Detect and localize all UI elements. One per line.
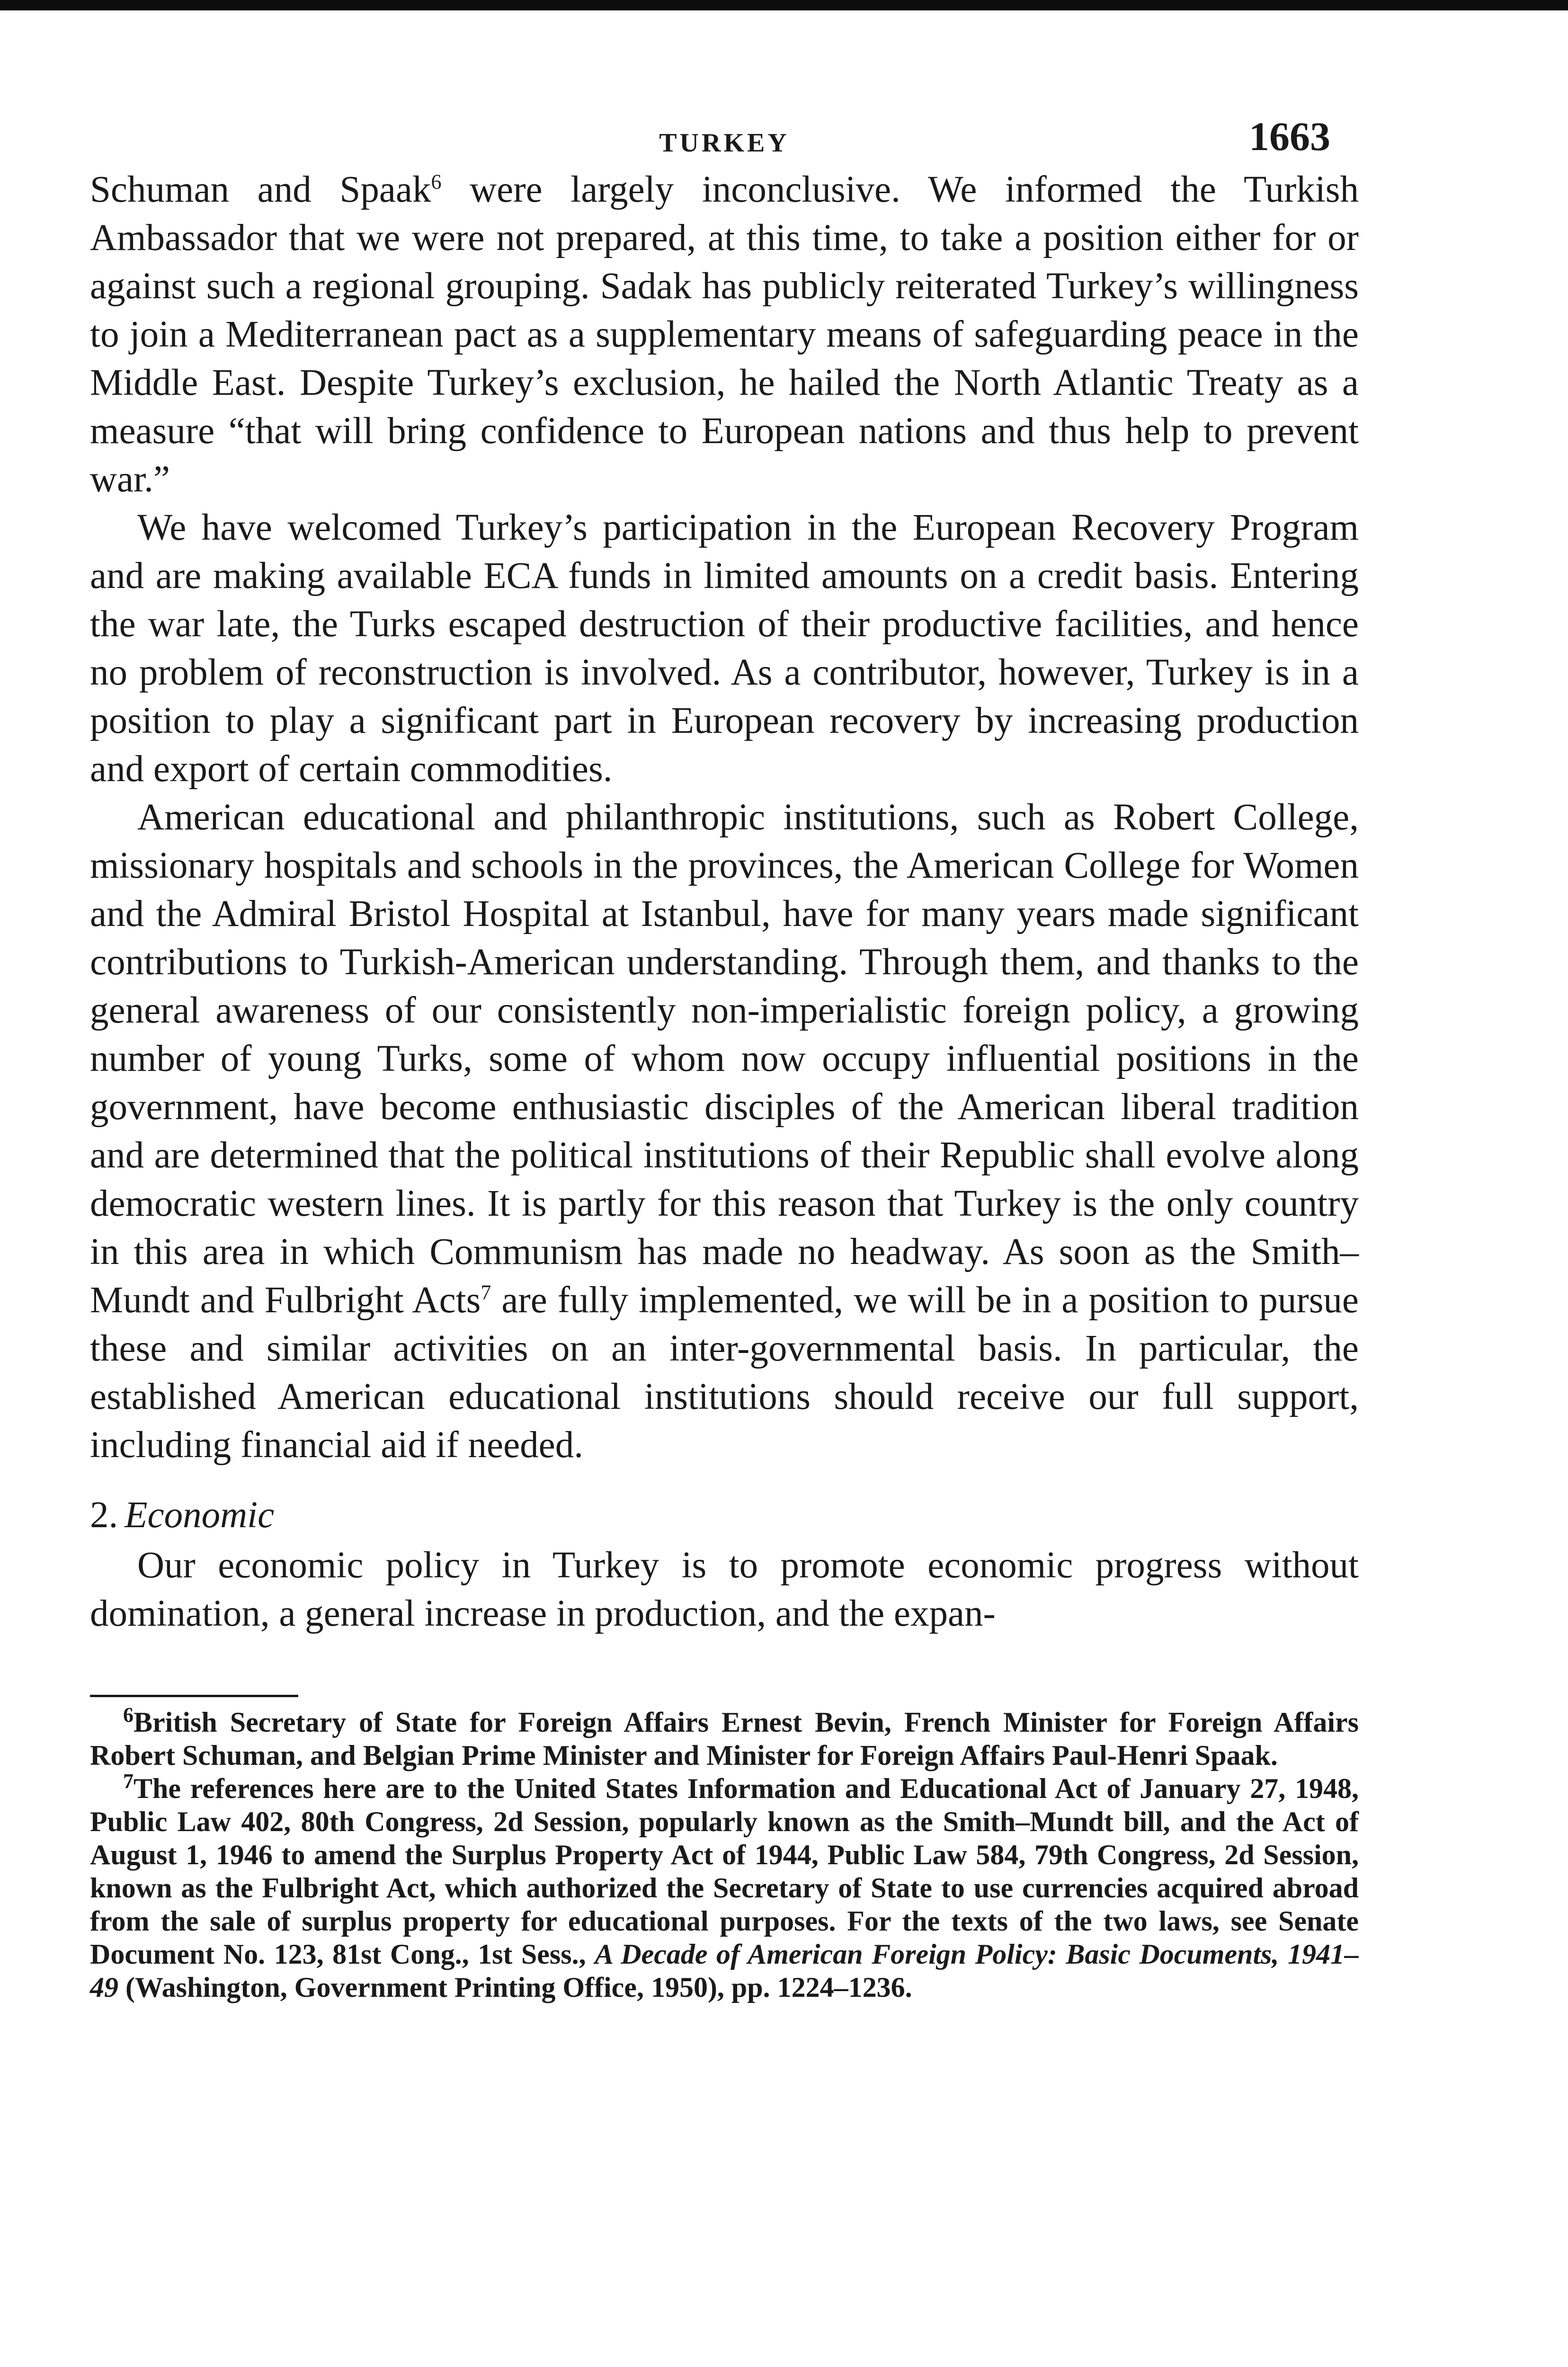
top-border: [0, 0, 1568, 10]
section-title: Economic: [125, 1495, 275, 1536]
paragraph-1-text-b: were largely inconclusive. We informed the Turkish Ambassador that we were not prepared, at this time, to take a position either for or against such a regional grouping. Sadak has publicly reiterated Turkey’s willingness to join a Mediterranean pact as a supplementary means of safeguarding peace in the Middle East. Despite Turkey’s exclusion, he hailed the North Atlantic Treaty as a measure “that will bring confidence to European nations and thus help to prevent war.”: [90, 169, 1359, 500]
section-number: 2.: [90, 1495, 118, 1536]
section-heading: [90, 1491, 1359, 1539]
footnote-ref-7: 7: [481, 1281, 491, 1304]
paragraph-3: [90, 793, 1359, 1469]
paragraph-1-text-a: Schuman and Spaak: [90, 169, 431, 210]
footnote-6: [90, 1703, 1359, 1772]
paragraph-3-text-b: are fully implemented, we will be in a position to pursue these and similar activities on an inter-governmental basis. In particular, the established American educational institutions should receive our full support, including financial aid if needed.: [90, 1280, 1359, 1466]
paragraph-3-text-a: American educational and philanthropic institutions, such as Robert College, missionary hospitals and schools in the provinces, the American College for Women and the Admiral Bristol Hospital at Istanbul, have for many years made significant contributions to Turkish-American understanding. Through them, and thanks to the general awareness of our consistently non-imperialistic foreign policy, a growing number of young Turks, some of whom now occupy influential positions in the government, have become enthusiastic disciples of the American liberal tradition and are determined that the political institutions of their Republic shall evolve along democratic western lines. It is partly for this reason that Turkey is the only country in this area in which Communism has made no headway. As soon as the Smith–Mundt and Fulbright Acts: [90, 797, 1359, 1321]
paragraph-4: Our economic policy in Turkey is to promote economic progress without domination, a general increase in production, and the expan-: [90, 1545, 1359, 1634]
footnote-6-marker: 6: [123, 1703, 134, 1726]
footnote-divider: [90, 1695, 298, 1697]
footnote-7: [90, 1772, 1359, 2004]
page-number: 1663: [1249, 114, 1330, 159]
body-text: [90, 166, 1359, 1638]
running-title: TURKEY: [659, 128, 790, 158]
footnote-7-book-title: A Decade of American Foreign Policy: Basic Documents, 1941–49: [90, 1939, 1359, 2003]
footnote-6-text: British Secretary of State for Foreign Affairs Ernest Bevin, French Minister for Foreign Affairs Robert Schuman, and Belgian Prime Minister and Minister for Foreign Affairs Paul-Henri Spaak.: [90, 1707, 1359, 1771]
document-page: [90, 109, 1359, 2004]
footnote-7-text-b: (Washington, Government Printing Office, 1950), pp. 1224–1236.: [118, 1972, 912, 2003]
footnotes: [90, 1703, 1359, 2004]
footnote-7-text-a: The references here are to the United States Information and Educational Act of January 27, 1948, Public Law 402, 80th Congress, 2d Session, popularly known as the Smith–Mundt bill, and the Act of August 1, 1946 to amend the Surplus Property Act of 1944, Public Law 584, 79th Congress, 2d Session, known as the Fulbright Act, which authorized the Secretary of State to use currencies acquired abroad from the sale of surplus property for educational purposes. For the texts of the two laws, see Senate Document No. 123, 81st Cong., 1st Sess.,: [90, 1773, 1359, 1970]
running-head: [90, 109, 1359, 161]
paragraph-1: [90, 166, 1359, 504]
paragraph-2: We have welcomed Turkey’s participation in the European Recovery Program and are making available ECA funds in limited amounts on a credit basis. Entering the war late, the Turks escaped destruction of their productive facilities, and hence no problem of reconstruction is involved. As a contributor, however, Turkey is in a position to play a significant part in European recovery by increasing production and export of certain commodities.: [90, 507, 1359, 790]
footnote-7-marker: 7: [123, 1770, 134, 1793]
footnote-ref-6: 6: [431, 170, 442, 194]
